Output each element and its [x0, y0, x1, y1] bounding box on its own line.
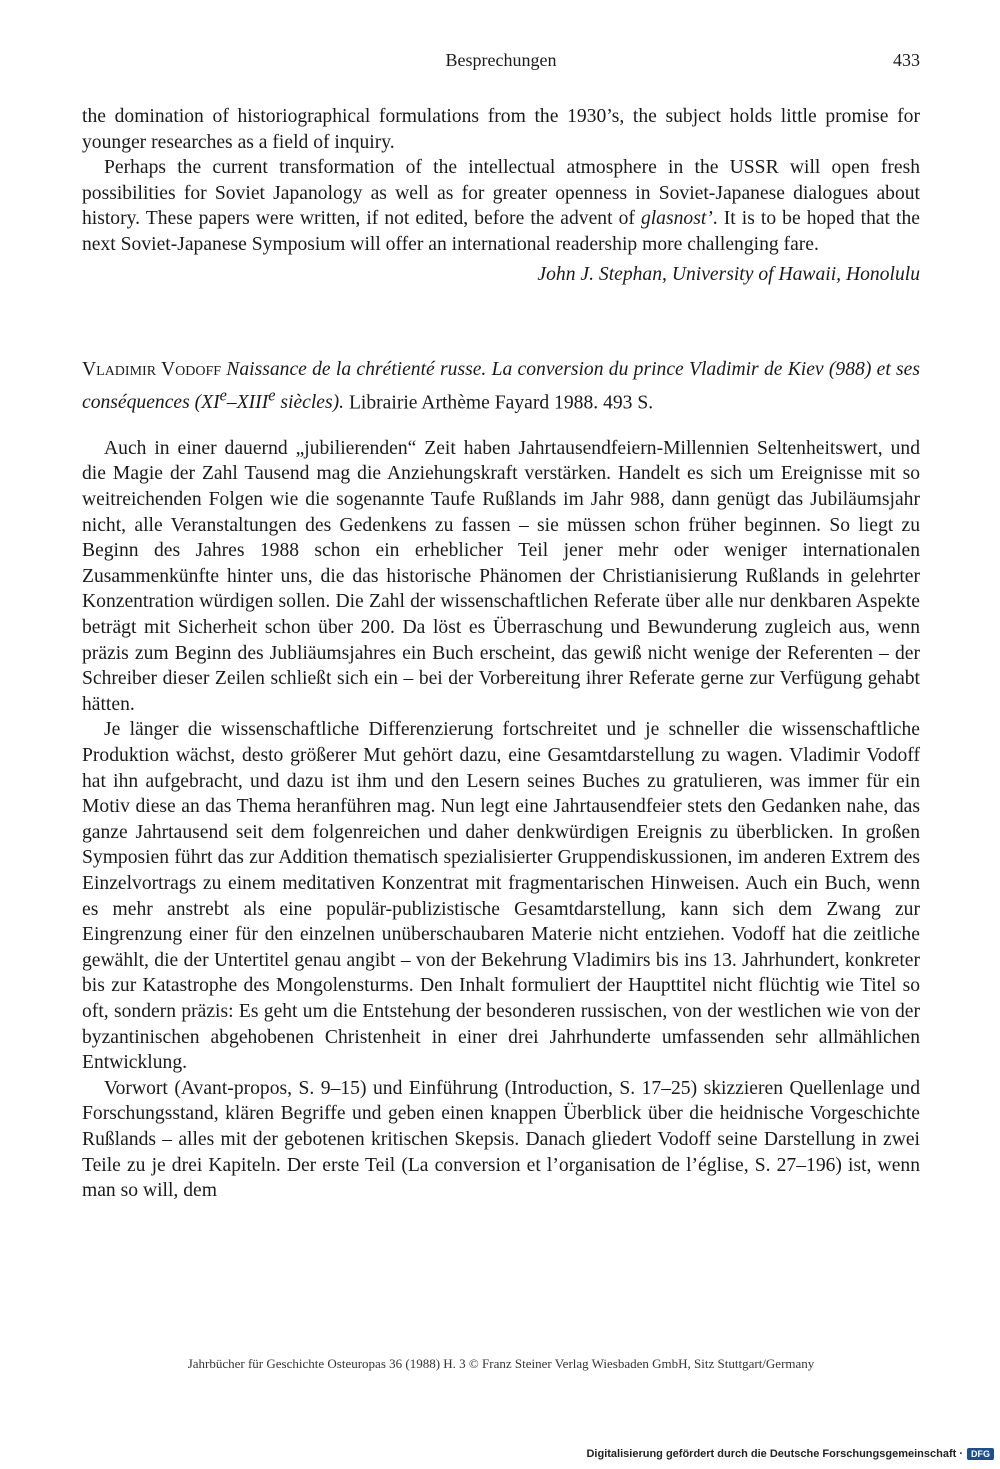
dfg-credit-text: Digitalisierung gefördert durch die Deutsche Forschungsgemeinschaft ·	[586, 1448, 963, 1460]
page-number: 433	[893, 50, 920, 70]
review-author: Vladimir Vodoff	[82, 359, 222, 381]
prev-p2-before: Perhaps the current transformation of the intellectual atmosphere in the USSR will open fresh possibilities for Soviet Japanology as well as for greater openness in Soviet-Japanese dialogues about history. These papers were written, if not edited, before the advent of	[82, 157, 920, 230]
title-sup-2: e	[268, 385, 276, 405]
prev-review-paragraph-2	[82, 155, 920, 257]
review-paragraph: Auch in einer dauernd „jubilierenden“ Zeit haben Jahrtausendfeiern-Millennien Seltenheitswert, und die Magie der Zahl Tausend mag die Anziehungskraft verstärken. Handelt es sich um Ereignisse mit so weitreichenden Folgen wie die sogenannte Taufe Rußlands im Jahr 988, dann genügt das Jubiläumsjahr nicht, alle Veranstaltungen des Gedenkens zu fassen – sie müssen schon früher beginnen. So liegt zu Beginn des Jahres 1988 schon ein erheblicher Teil jener mehr oder weniger internationalen Zusammenkünfte hinter uns, die das historische Phänomen der Christianisierung Rußlands in gelehrter Konzentration würdigen sollen. Die Zahl der wissenschaftlichen Referate über alle nur denkbaren Aspekte beträgt mit Sicherheit schon über 200. Da löst es Überraschung und Bewunderung zugleich aus, wenn präzis zum Beginn des Jubliäumsjahres ein Buch erscheint, das gewiß nicht wenige der Referenten – der Schreiber dieser Zeilen schließt sich ein – bei der Vorbereitung ihrer Referate gerne zur Verfügung gehabt hätten.	[82, 437, 920, 715]
journal-footer: Jahrbücher für Geschichte Osteuropas 36 (1988) H. 3 © Franz Steiner Verlag Wiesbaden GmbH, Sitz Stuttgart/Germany	[187, 1356, 815, 1371]
review-heading	[82, 357, 920, 416]
prev-p2-glasnost: glasnost’	[640, 208, 713, 230]
title-part-3: siècles).	[275, 392, 345, 414]
review-publisher: Librairie Arthème Fayard 1988. 493 S.	[344, 392, 654, 414]
prev-p2-after: . It is to be hoped that the next Soviet-Japanese Symposium will offer an international readership more challenging fare.	[82, 208, 920, 255]
reviewer-signature: John J. Stephan, University of Hawaii, Honolulu	[537, 263, 920, 285]
body-text	[82, 104, 920, 1204]
dfg-logo: DFG	[967, 1448, 994, 1460]
title-sup-1: e	[219, 385, 227, 405]
review-paragraph: Je länger die wissenschaftliche Differenzierung fortschreitet und je schneller die wissenschaftliche Produktion wächst, desto größerer Mut gehört dazu, eine Gesamtdarstellung zu wagen. Vladimir Vodoff hat ihn aufgebracht, und dazu ist ihm und den Lesern seines Buches zu gratulieren, was immer für ein Motiv diese an das Thema heranführen mag. Nun legt eine Jahrtausendfeier stets den Gedanken nahe, das ganze Jahrtausend seit dem folgenreichen und daher denkwürdigen Ereignis zu überblicken. In großen Symposien führt das zur Addition thematisch spezialisierter Gruppendiskussionen, im anderen Extrem des Einzelvortrags zu einem meditativen Konzentrat mit fragmentarischen Hinweisen. Auch ein Buch, wenn es mehr anstrebt als eine populär-publizistische Gesamtdarstellung, kann sich dem Zwang zur Eingrenzung einer für den einzelnen unüberschaubaren Materie nicht entziehen. Vodoff hat die zeitliche gewählt, die der Untertitel genau angibt – von der Bekehrung Vladimirs bis ins 13. Jahrhundert, konkreter bis zur Katastrophe des Mongolensturms. Den Inhalt formuliert der Haupttitel nicht flüchtig wie Titel so oft, sondern präzis: Es geht um die Entstehung der besonderen russischen, von der westlichen wie von der byzantinischen abgehobenen Christenheit in einer drei Jahrhunderte umfassenden sehr allmählichen Entwicklung.	[82, 719, 920, 1074]
running-title: Besprechungen	[445, 50, 557, 70]
title-part-2: –XIII	[226, 392, 269, 414]
title-part-1: Naissance de la chrétienté russe. La conversion du prince Vladimir de Kiev (988) et ses conséquences (XI	[82, 359, 920, 414]
review-paragraph: Vorwort (Avant-propos, S. 9–15) und Einführung (Introduction, S. 17–25) skizzieren Quellenlage und Forschungsstand, klären Begriffe und geben einen knappen Überblick über die heidnische Vorgeschichte Rußlands – alles mit der gebotenen kritischen Skepsis. Danach gliedert Vodoff seine Darstellung in zwei Teile zu je drei Kapiteln. Der erste Teil (La conversion et l’organisation de l’église, S. 27–196) ist, wenn man so will, dem	[82, 1077, 920, 1202]
dfg-credit	[586, 1448, 994, 1460]
prev-review-paragraph-1: the domination of historiographical formulations from the 1930’s, the subject holds little promise for younger researches as a field of inquiry.	[82, 106, 920, 153]
